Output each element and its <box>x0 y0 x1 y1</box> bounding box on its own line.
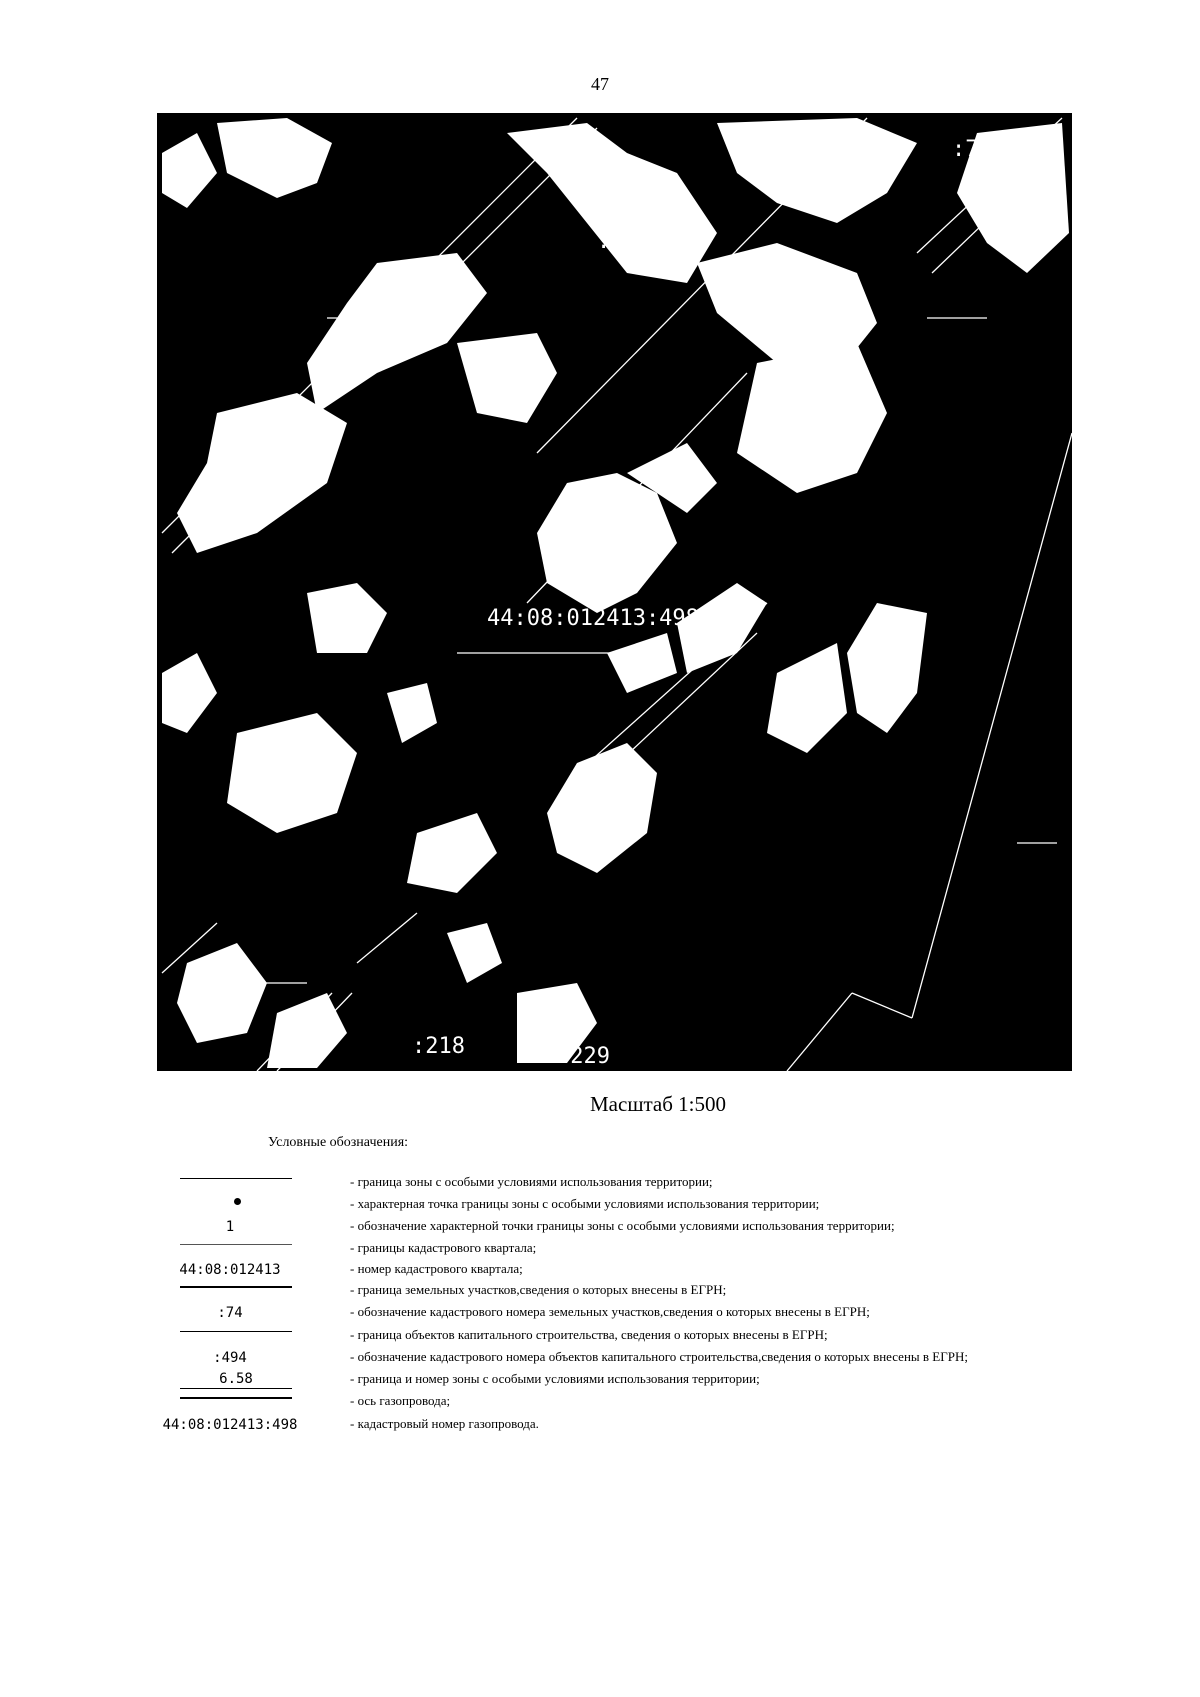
legend-item <box>150 1391 1190 1415</box>
legend-point-symbol <box>234 1198 241 1205</box>
legend-symbol-text: :74 <box>217 1305 243 1321</box>
parcel-label-96: :96 <box>597 229 637 254</box>
parcel-label-218: :218 <box>412 1034 465 1059</box>
legend-description: - граница объектов капитального строительства, сведения о которых внесены в ЕГРН; <box>350 1327 828 1342</box>
parcel-label-74: :74 <box>567 572 607 597</box>
legend-item <box>150 1369 1190 1393</box>
legend-description: - граница и номер зоны с особыми условиями использования территории; <box>350 1371 760 1386</box>
legend-description: - характерная точка границы зоны с особыми условиями использования территории; <box>350 1196 820 1211</box>
legend-description: - кадастровый номер газопровода. <box>350 1416 539 1431</box>
legend-symbol-text: 1 <box>225 1219 235 1235</box>
legend-symbol <box>150 1216 310 1240</box>
parcel-label-72: :72 <box>952 137 992 162</box>
legend-item <box>150 1194 1190 1218</box>
legend-symbol <box>150 1172 310 1196</box>
legend-line-symbol <box>180 1331 292 1332</box>
legend-line-symbol <box>180 1397 292 1399</box>
legend-symbol-text: :494 <box>213 1350 247 1366</box>
legend-symbol-text: 6.58 <box>180 1371 292 1389</box>
legend-description: - граница зоны с особыми условиями использования территории; <box>350 1174 713 1189</box>
legend-description: - обозначение кадастрового номера земельных участков,сведения о которых внесены в ЕГРН; <box>350 1304 870 1319</box>
legend-item <box>150 1414 1190 1438</box>
legend-symbol-text: 44:08:012413:498 <box>162 1417 298 1433</box>
legend-symbol <box>150 1280 310 1304</box>
legend-description: - ось газопровода; <box>350 1393 451 1408</box>
legend-line-symbol <box>180 1286 292 1288</box>
legend-symbol <box>150 1414 310 1438</box>
legend-item <box>150 1280 1190 1304</box>
legend-description: - обозначение кадастрового номера объектов капитального строительства,сведения о которых внесены в ЕГРН; <box>350 1349 968 1364</box>
legend-symbol <box>150 1194 310 1218</box>
parcel-label-229: :229 <box>557 1044 610 1069</box>
cadastral-map <box>157 113 1072 1071</box>
pipeline-cadastral-label: 44:08:012413:498 <box>487 606 699 631</box>
legend-item <box>150 1347 1190 1371</box>
legend-description: - границы кадастрового квартала; <box>350 1240 537 1255</box>
legend-description: - граница земельных участков,сведения о которых внесены в ЕГРН; <box>350 1282 727 1297</box>
page-number: 47 <box>591 74 609 94</box>
legend-item <box>150 1325 1190 1349</box>
legend-symbol <box>150 1302 310 1326</box>
legend-line-symbol <box>180 1178 292 1179</box>
legend-symbol <box>150 1391 310 1415</box>
legend-line-symbol <box>180 1244 292 1245</box>
legend-item <box>150 1302 1190 1326</box>
legend-symbol-text: 44:08:012413 <box>179 1262 281 1278</box>
legend-title: Условные обозначения: <box>268 1135 409 1150</box>
legend-symbol <box>150 1347 310 1371</box>
legend-item <box>150 1172 1190 1196</box>
legend-item <box>150 1216 1190 1240</box>
legend-symbol <box>150 1369 310 1393</box>
legend-symbol <box>150 1325 310 1349</box>
legend-description: - номер кадастрового квартала; <box>350 1261 523 1276</box>
legend-description: - обозначение характерной точки границы зоны с особыми условиями использования территории; <box>350 1218 895 1233</box>
map-scale: Масштаб 1:500 <box>590 1092 727 1116</box>
parcel-label-73: :73 <box>770 362 810 387</box>
